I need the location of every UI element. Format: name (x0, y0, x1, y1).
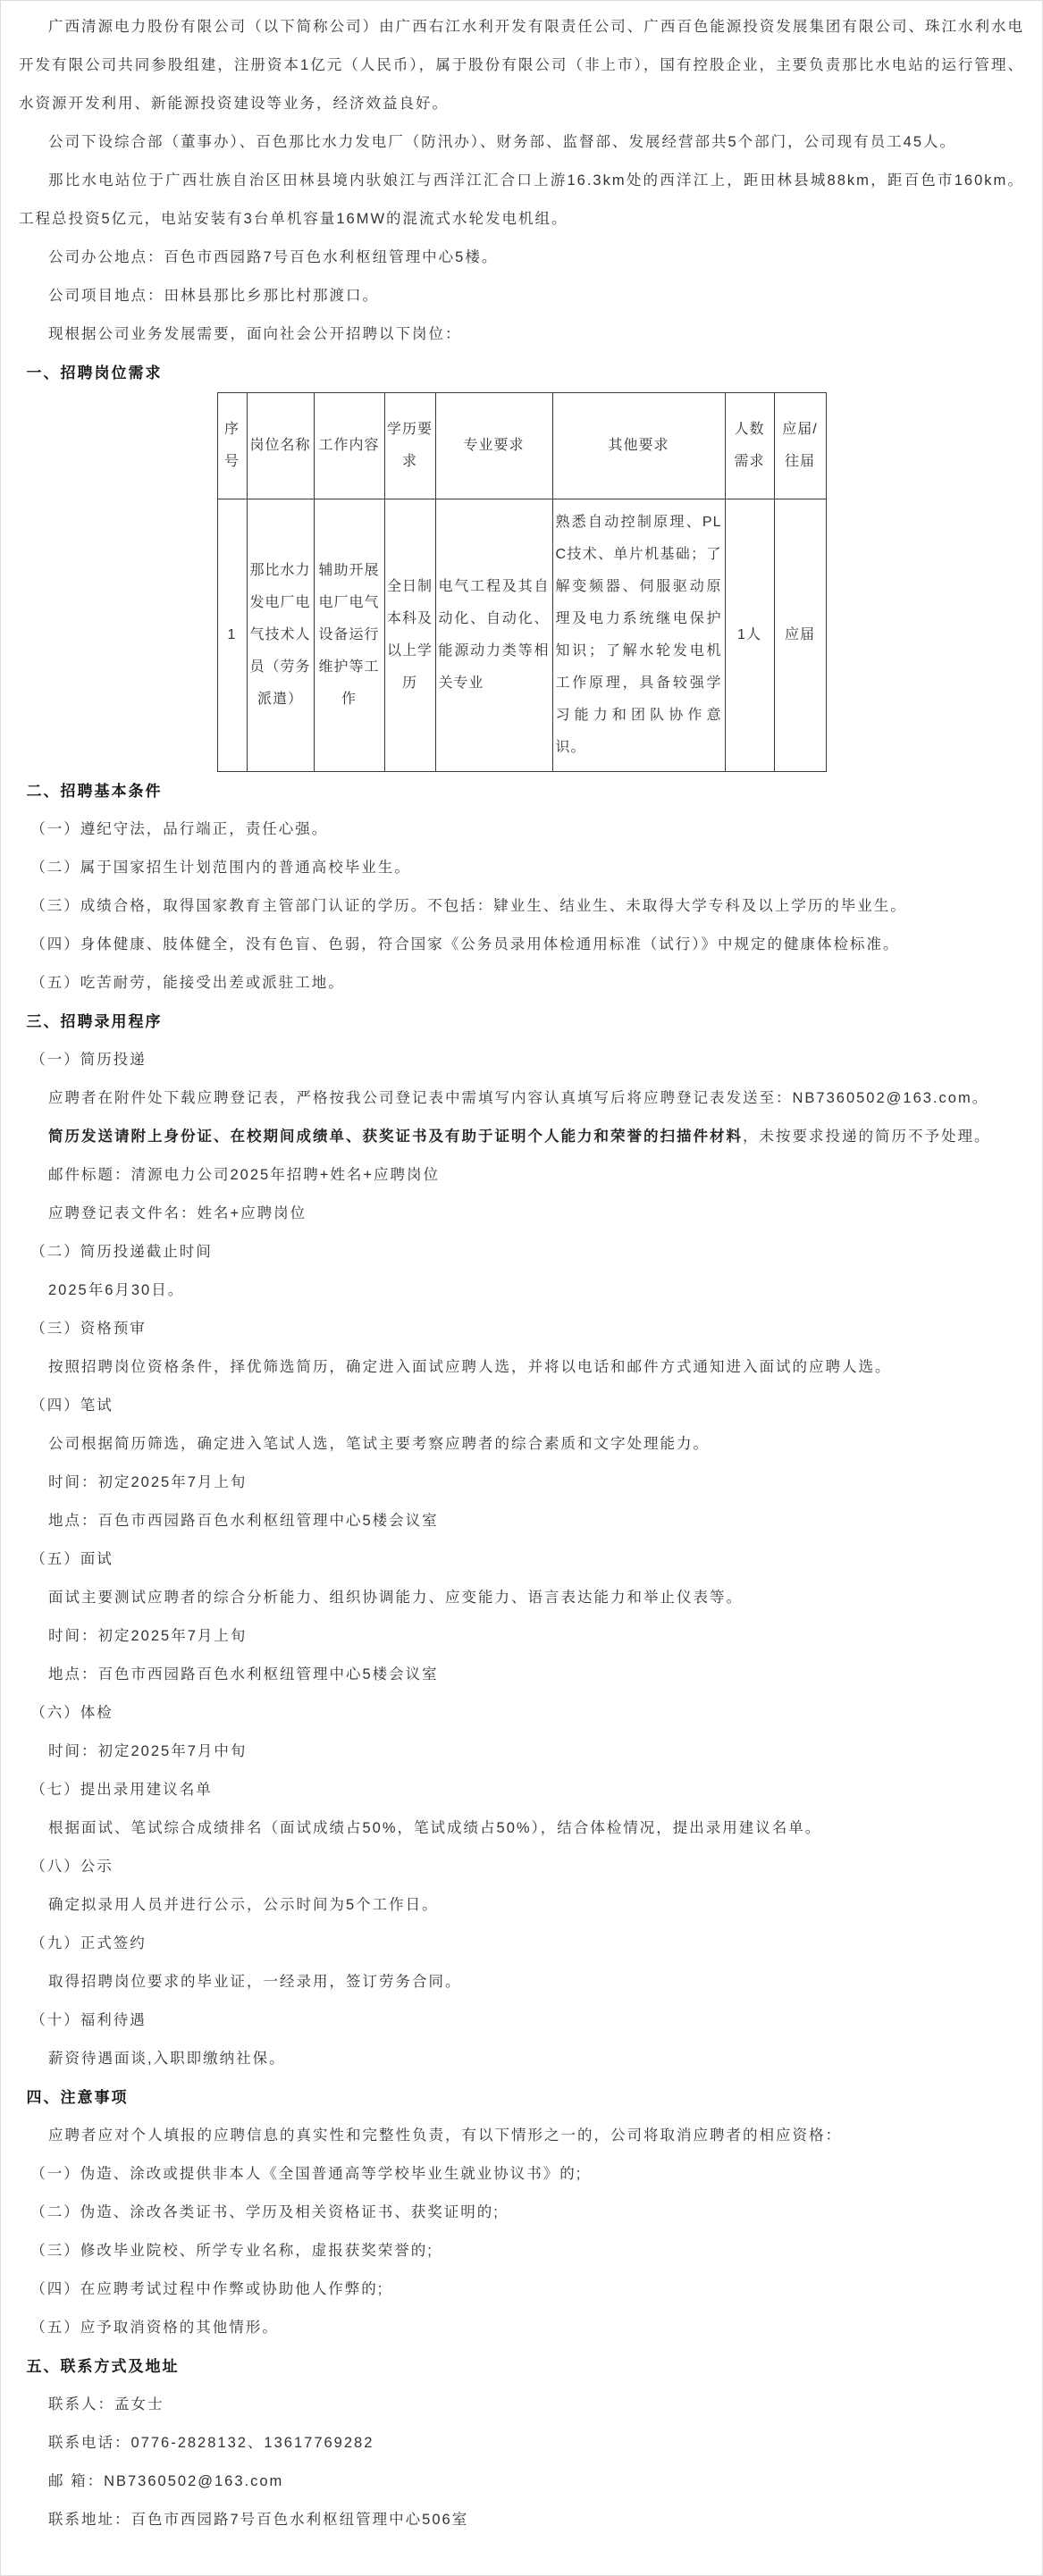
intro-paragraph-company: 广西清源电力股份有限公司（以下简称公司）由广西右江水利开发有限责任公司、广西百色能源投资发展集团有限公司、珠江水利水电开发有限公司共同参股组建，注册资本1亿元（人民币），属于股份有限公司（非上市），国有控股企业，主要负责那比水电站的运行管理、水资源开发利用、新能源投资建设等业务，经济效益良好。 (19, 19, 1024, 112)
step-10-benefits-text: 薪资待遇面谈,入职即缴纳社保。 (48, 2051, 286, 2067)
table-row (217, 499, 826, 772)
col-major: 专业要求 (435, 393, 552, 499)
section-4-heading: 四、注意事项 (26, 2089, 129, 2106)
step-3-prequalification-title: （三）资格预审 (30, 1321, 147, 1337)
cell-major: 电气工程及其自动化、自动化、能源动力类等相关专业 (435, 499, 552, 772)
step-9-signing-title: （九）正式签约 (30, 1935, 147, 1951)
step-9-signing-text: 取得招聘岗位要求的毕业证，一经录用，签订劳务合同。 (48, 1974, 462, 1990)
step-2-deadline-title: （二）简历投递截止时间 (30, 1244, 213, 1260)
section-3-heading: 三、招聘录用程序 (26, 1013, 163, 1030)
table-header-row (217, 393, 826, 499)
section-2-heading: 二、招聘基本条件 (26, 783, 163, 800)
condition-item-1: （一）遵纪守法，品行端正，责任心强。 (30, 821, 329, 837)
condition-item-2: （二）属于国家招生计划范围内的普通高校毕业生。 (30, 860, 411, 876)
cell-position: 那比水力发电厂电气技术人员（劳务派遣） (247, 499, 314, 772)
col-seq: 序号 (217, 393, 247, 499)
intro-paragraph-power-station: 那比水电站位于广西壮族自治区田林县境内驮娘江与西洋江汇合口上游16.3km处的西洋江上，距田林县城88km，距百色市160km。工程总投资5亿元，电站安装有3台单机容量16MW的混流式水轮发电机组。 (19, 172, 1024, 227)
registration-file-name-format: 应聘登记表文件名：姓名+应聘岗位 (48, 1205, 307, 1221)
step-8-publicity-title: （八）公示 (30, 1859, 114, 1875)
condition-item-3: （三）成绩合格，取得国家教育主管部门认证的学历。不包括：肄业生、结业生、未取得大学专科及以上学历的毕业生。 (30, 898, 907, 914)
section-1-heading: 一、招聘岗位需求 (26, 365, 163, 382)
step-7-proposed-list-title: （七）提出录用建议名单 (30, 1782, 213, 1798)
step-1-attachment-note (19, 1118, 1024, 1156)
notice-item-3: （三）修改毕业院校、所学专业名称，虚报获奖荣誉的; (30, 2243, 433, 2259)
office-location: 公司办公地点：百色市西园路7号百色水利枢纽管理中心5楼。 (48, 249, 499, 265)
notice-item-5: （五）应予取消资格的其他情形。 (30, 2320, 279, 2336)
step-4-written-test-text: 公司根据简历筛选，确定进入笔试人选，笔试主要考察应聘者的综合素质和文字处理能力。 (48, 1436, 710, 1452)
col-other: 其他要求 (552, 393, 725, 499)
col-position: 岗位名称 (247, 393, 314, 499)
notice-item-4: （四）在应聘考试过程中作弊或协助他人作弊的; (30, 2281, 384, 2297)
step-5-interview-title: （五）面试 (30, 1551, 114, 1567)
step-7-proposed-list-text: 根据面试、笔试综合成绩排名（面试成绩占50%，笔试成绩占50%），结合体检情况，提出录用建议名单。 (48, 1820, 822, 1836)
step-3-prequalification-text: 按照招聘岗位资格条件，择优筛选简历，确定进入面试应聘人选，并将以电话和邮件方式通知进入面试的应聘人选。 (48, 1359, 892, 1375)
step-5-interview-text: 面试主要测试应聘者的综合分析能力、组织协调能力、应变能力、语言表达能力和举止仪表等。 (48, 1590, 743, 1606)
contact-person: 联系人：孟女士 (48, 2396, 164, 2412)
recruitment-lead-in: 现根据公司业务发展需要，面向社会公开招聘以下岗位： (48, 326, 462, 342)
col-grad-type: 应届/往届 (774, 393, 826, 499)
step-1-resume-title: （一）简历投递 (30, 1052, 147, 1068)
attachment-note-rest: ，未按要求投递的简历不予处理。 (743, 1129, 991, 1145)
step-6-physical-exam-time: 时间：初定2025年7月中旬 (48, 1743, 248, 1759)
contact-address: 联系地址：百色市西园路7号百色水利枢纽管理中心506室 (48, 2512, 469, 2528)
condition-item-5: （五）吃苦耐劳，能接受出差或派驻工地。 (30, 975, 345, 991)
project-location: 公司项目地点：田林县那比乡那比村那渡口。 (48, 288, 379, 304)
step-5-interview-place: 地点：百色市西园路百色水利枢纽管理中心5楼会议室 (48, 1666, 439, 1682)
step-6-physical-exam-title: （六）体检 (30, 1705, 114, 1721)
step-4-written-test-time: 时间：初定2025年7月上旬 (48, 1474, 248, 1490)
step-4-written-test-place: 地点：百色市西园路百色水利枢纽管理中心5楼会议室 (48, 1513, 439, 1529)
col-education: 学历要求 (384, 393, 435, 499)
email-subject-format: 邮件标题：清源电力公司2025年招聘+姓名+应聘岗位 (48, 1167, 440, 1183)
notice-item-2: （二）伪造、涂改各类证书、学历及相关资格证书、获奖证明的; (30, 2204, 500, 2220)
step-4-written-test-title: （四）笔试 (30, 1397, 114, 1414)
cell-duties: 辅助开展电厂电气设备运行维护等工作 (314, 499, 384, 772)
notice-lead: 应聘者应对个人填报的应聘信息的真实性和完整性负责，有以下情形之一的，公司将取消应聘者的相应资格： (48, 2127, 842, 2144)
step-8-publicity-text: 确定拟录用人员并进行公示，公示时间为5个工作日。 (48, 1897, 439, 1913)
cell-seq: 1 (217, 499, 247, 772)
cell-grad-type: 应届 (774, 499, 826, 772)
cell-education: 全日制本科及以上学历 (384, 499, 435, 772)
section-5-heading: 五、联系方式及地址 (26, 2358, 180, 2375)
step-10-benefits-title: （十）福利待遇 (30, 2012, 147, 2028)
contact-phone: 联系电话：0776-2828132、13617769282 (48, 2435, 374, 2451)
step-1-resume-instructions: 应聘者在附件处下载应聘登记表，严格按我公司登记表中需填写内容认真填写后将应聘登记表发送至：NB7360502@163.com。 (48, 1090, 989, 1106)
cell-other: 熟悉自动控制原理、PLC技术、单片机基础；了解变频器、伺服驱动原理及电力系统继电保护知识；了解水轮发电机工作原理，具备较强学习能力和团队协作意识。 (552, 499, 725, 772)
step-2-deadline-date: 2025年6月30日。 (48, 1282, 185, 1298)
intro-paragraph-departments: 公司下设综合部（董事办）、百色那比水力发电厂（防汛办）、财务部、监督部、发展经营部共5个部门，公司现有员工45人。 (48, 134, 957, 150)
condition-item-4: （四）身体健康、肢体健全，没有色盲、色弱，符合国家《公务员录用体检通用标准（试行）》中规定的健康体检标准。 (30, 936, 900, 952)
step-5-interview-time: 时间：初定2025年7月上旬 (48, 1628, 248, 1644)
notice-item-1: （一）伪造、涂改或提供非本人《全国普通高等学校毕业生就业协议书》的; (30, 2166, 583, 2182)
cell-headcount: 1人 (725, 499, 774, 772)
col-headcount: 人数需求 (725, 393, 774, 499)
contact-email: 邮 箱：NB7360502@163.com (48, 2473, 284, 2489)
job-requirements-table (217, 392, 827, 772)
attachment-note-bold: 简历发送请附上身份证、在校期间成绩单、获奖证书及有助于证明个人能力和荣誉的扫描件材料 (48, 1129, 743, 1145)
col-duties: 工作内容 (314, 393, 384, 499)
